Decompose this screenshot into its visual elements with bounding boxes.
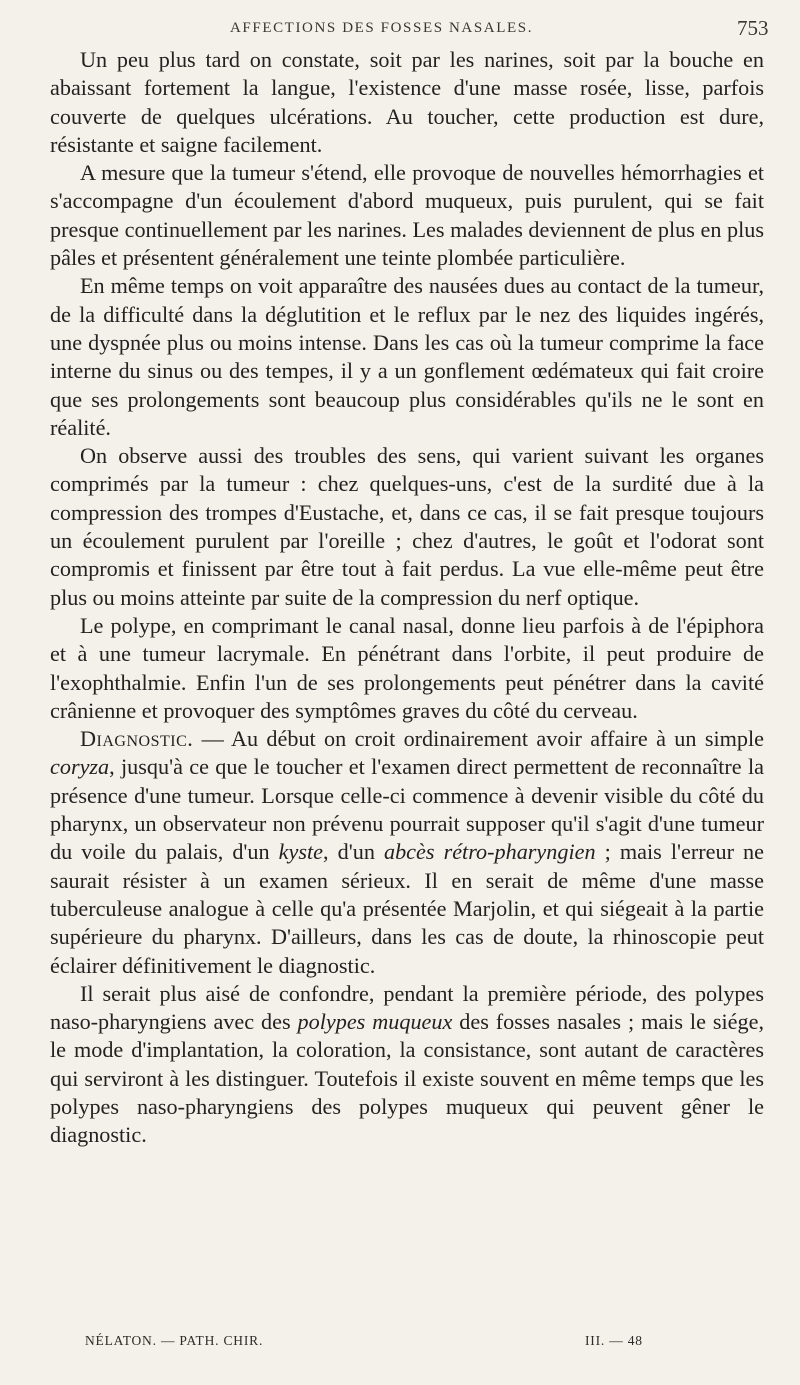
paragraph-4: On observe aussi des troubles des sens, qui varient suivant les organes comprimés par la tumeur : chez quelques-uns, c'est de la surdité due à la compression des trompes d'Eustache, et, dans ce cas, il se fait presque toujours un écoulement purulent par l'oreille ; chez d'autres, le goût et l'odorat sont compromis et finissent par être tout à fait perdus. La vue elle-même peut être plus ou moins atteinte par suite de la compression du nerf optique.: [50, 443, 764, 610]
italic-term-polypes-muqueux: polypes muqueux: [297, 1009, 453, 1035]
text-segment: Il serait plus aisé de confondre, pendant la première période, des polypes naso-pharyngiens avec des: [50, 980, 764, 1035]
paragraph-2: A mesure que la tumeur s'étend, elle provoque de nouvelles hémorrhagies et s'accompagne d'un écoulement d'abord muqueux, puis purulent, qui se fait presque continuellement par les narines. Les malades deviennent de plus en plus pâles et présentent généralement une teinte plombée particulière.: [50, 160, 764, 271]
italic-term-kyste: kyste: [278, 839, 324, 865]
paragraph-3: En même temps on voit apparaître des nausées dues au contact de la tumeur, de la difficulté dans la déglutition et le reflux par le nez des liquides ingérés, une dyspnée plus ou moins intense. Dans les cas où la tumeur comprime la face interne du sinus ou des tempes, il y a un gonflement œdémateux qui fait croire que ses prolongements sont beaucoup plus considérables qu'ils ne le sont en réalité.: [50, 273, 764, 440]
text-segment: — Au début on croit ordinairement avoir affaire à un simple: [193, 726, 764, 752]
italic-term-abces: abcès rétro-pharyngien: [383, 839, 596, 865]
paragraph-diagnostic: [50, 725, 764, 980]
paragraph-7: [50, 980, 764, 1150]
text-segment: , d'un: [323, 839, 384, 865]
section-heading-diagnostic: Diagnostic.: [80, 726, 194, 752]
paragraph-5: Le polype, en comprimant le canal nasal, donne lieu parfois à de l'épiphora et à une tumeur lacrymale. En pénétrant dans l'orbite, il peut produire de l'exophthalmie. Enfin l'un de ses prolongements peut pénétrer dans la cavité crânienne et provoquer des symptômes graves du côté du cerveau.: [50, 612, 764, 723]
footer-volume-sheet: III. — 48: [585, 1333, 643, 1348]
italic-term-coryza: coryza: [50, 754, 110, 780]
paragraph-1: Un peu plus tard on constate, soit par les narines, soit par la bouche en abaissant fortement la langue, l'existence d'une masse rosée, lisse, parfois couverte de quelques ulcérations. Au toucher, cette production est dure, résistante et saigne facilement.: [50, 47, 764, 157]
body-text: [50, 46, 764, 1150]
text-segment: , jusqu'à ce que le toucher et l'examen direct permettent de reconnaître la présence d'une tumeur. Lorsque celle-ci commence à devenir visible du côté du pharynx, un observateur non prévenu pourrait supposer qu'il s'agit d'une tumeur du voile du palais, d'un: [50, 754, 764, 865]
text-segment: ; mais l'erreur ne saurait résister à un examen sérieux. Il en serait de même d'une masse tuberculeuse analogue à celle qu'a présentée Marjolin, et qui siégeait à la partie supérieure du pharynx. D'ailleurs, dans les cas de doute, la rhinoscopie peut éclairer définitivement le diagnostic.: [50, 839, 764, 978]
page-number: 753: [737, 16, 769, 40]
running-title: AFFECTIONS DES FOSSES NASALES.: [230, 20, 534, 36]
footer-signature: NÉLATON. — PATH. CHIR.: [85, 1333, 264, 1348]
text-segment: des fosses nasales ; mais le siége, le mode d'implantation, la coloration, la consistance, sont autant de caractères qui serviront à les distinguer. Toutefois il existe souvent en même temps que les polypes naso-pharyngiens des polypes muqueux qui peuvent gêner le diagnostic.: [50, 1009, 764, 1148]
